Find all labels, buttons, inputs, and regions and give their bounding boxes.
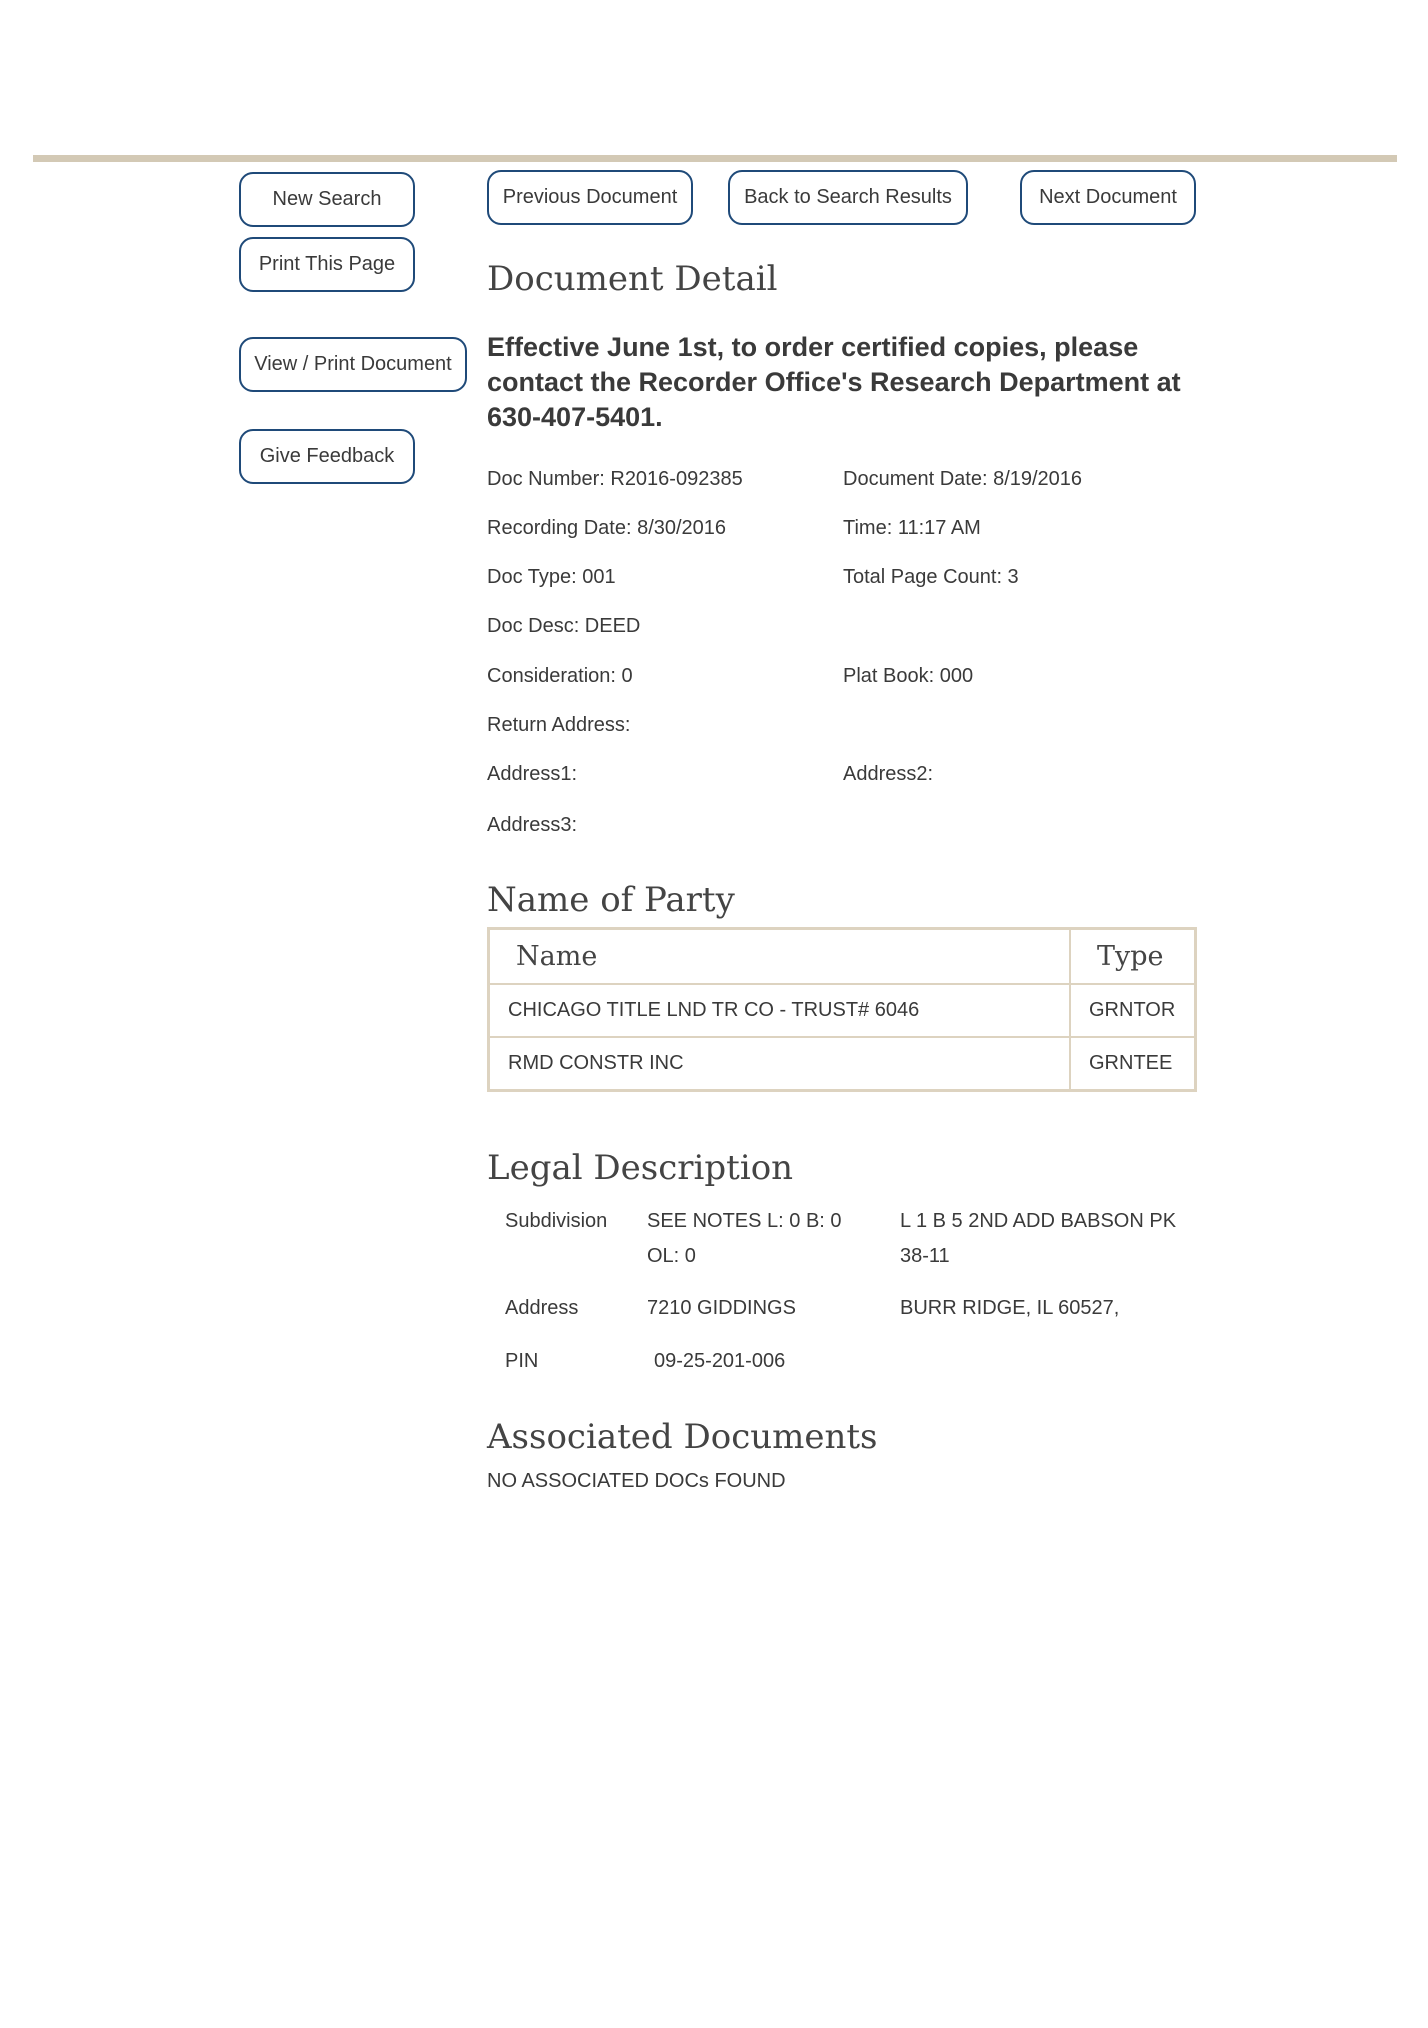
party-name: CHICAGO TITLE LND TR CO - TRUST# 6046 — [489, 984, 1071, 1037]
legal-description-heading: Legal Description — [487, 1148, 794, 1188]
document-detail-heading: Document Detail — [487, 259, 778, 299]
print-page-button[interactable]: Print This Page — [239, 237, 415, 292]
view-print-document-button[interactable]: View / Print Document — [239, 337, 467, 392]
associated-documents-text: NO ASSOCIATED DOCs FOUND — [487, 1470, 786, 1492]
doc-type: Doc Type: 001 — [487, 566, 616, 588]
name-of-party-heading: Name of Party — [487, 880, 735, 920]
pin-label: PIN — [505, 1350, 539, 1372]
pin-value: 09-25-201-006 — [654, 1350, 786, 1372]
address-extra: BURR RIDGE, IL 60527, — [900, 1297, 1120, 1319]
party-table-header — [489, 929, 1196, 985]
party-table — [487, 927, 1197, 1092]
total-page-count: Total Page Count: 3 — [843, 566, 1019, 588]
certified-copies-notice: Effective June 1st, to order certified copies, please contact the Recorder Office's Research Department at 630-407-5401. — [487, 332, 1181, 432]
doc-number: Doc Number: R2016-092385 — [487, 468, 743, 490]
address3: Address3: — [487, 814, 578, 836]
give-feedback-button[interactable]: Give Feedback — [239, 429, 415, 484]
return-address: Return Address: — [487, 714, 631, 736]
new-search-button[interactable]: New Search — [239, 172, 415, 227]
recording-date: Recording Date: 8/30/2016 — [487, 517, 727, 539]
table-row — [489, 984, 1196, 1037]
doc-desc: Doc Desc: DEED — [487, 615, 641, 637]
subdivision-extra: L 1 B 5 2ND ADD BABSON PK 38-11 — [900, 1210, 1177, 1267]
associated-documents-heading: Associated Documents — [487, 1417, 878, 1457]
subdivision-label: Subdivision — [505, 1210, 608, 1232]
next-document-button[interactable]: Next Document — [1020, 170, 1196, 225]
address-label: Address — [505, 1297, 579, 1319]
party-type: GRNTOR — [1070, 984, 1196, 1037]
previous-document-button[interactable]: Previous Document — [487, 170, 693, 225]
back-to-results-button[interactable]: Back to Search Results — [728, 170, 968, 225]
address2: Address2: — [843, 763, 934, 785]
address-value: 7210 GIDDINGS — [647, 1297, 796, 1319]
col-name-header: Name — [489, 929, 1071, 985]
consideration: Consideration: 0 — [487, 665, 633, 687]
party-name: RMD CONSTR INC — [489, 1037, 1071, 1091]
document-date: Document Date: 8/19/2016 — [843, 468, 1083, 490]
party-type: GRNTEE — [1070, 1037, 1196, 1091]
recording-time: Time: 11:17 AM — [843, 517, 981, 539]
subdivision-value: SEE NOTES L: 0 B: 0 OL: 0 — [647, 1210, 842, 1267]
header-divider — [33, 155, 1397, 162]
col-type-header: Type — [1070, 929, 1196, 985]
plat-book: Plat Book: 000 — [843, 665, 974, 687]
table-row — [489, 1037, 1196, 1091]
address1: Address1: — [487, 763, 578, 785]
